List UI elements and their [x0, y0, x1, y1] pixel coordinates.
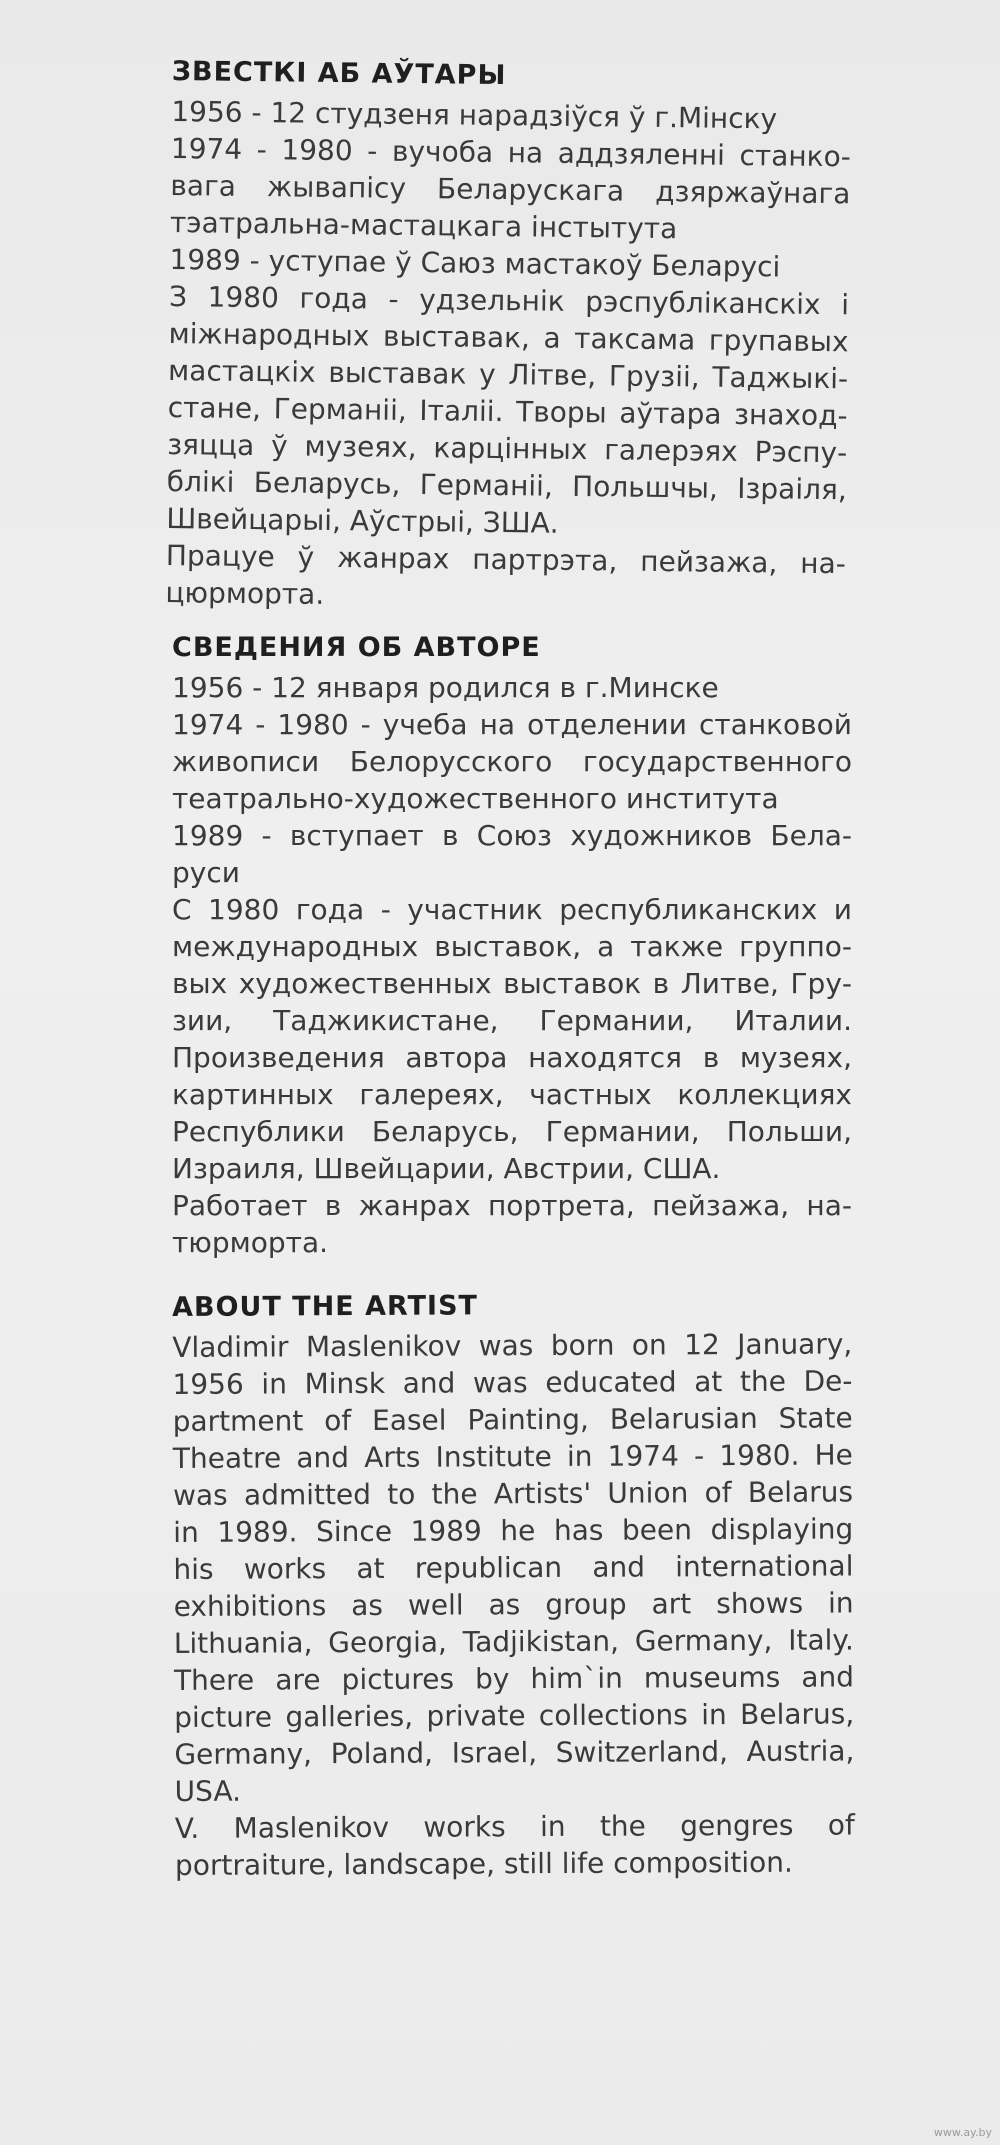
belarusian-line: міжнародных выставак, а таксама групавых	[168, 316, 849, 359]
belarusian-heading: ЗВЕСТКІ АБ АЎТАРЫ	[171, 56, 507, 92]
russian-line: 1989 - вступает в Союз художников Бела-	[172, 819, 852, 852]
english-line: Lithuania, Georgia, Tadjikistan, Germany, Italy.	[173, 1623, 854, 1660]
english-heading: ABOUT THE ARTIST	[172, 1290, 478, 1323]
english-line: Vladimir Maslenikov was born on 12 January,	[172, 1327, 853, 1364]
english-line: in 1989. Since 1989 he has been displaying	[173, 1512, 854, 1549]
english-line: was admitted to the Artists' Union of Belarus	[172, 1475, 854, 1512]
belarusian-line: 1956 - 12 студзеня нарадзіўся ў г.Мінску	[171, 94, 778, 136]
english-line: portraiture, landscape, still life composition.	[174, 1845, 793, 1882]
russian-line: С 1980 года - участник республиканских и	[172, 893, 852, 926]
belarusian-line: вага жывапісу Беларускага дзяржаўнага	[170, 168, 851, 211]
belarusian-section	[165, 56, 852, 619]
russian-line: зии, Таджикистане, Германии, Италии.	[172, 1004, 852, 1037]
belarusian-line: мастацкіх выставак у Літве, Грузіі, Таджыкі-	[167, 353, 849, 396]
english-line: picture galleries, private collections in Belarus,	[174, 1697, 855, 1734]
belarusian-line: стане, Германіі, Італіі. Творы аўтара знаход-	[167, 390, 848, 433]
russian-line: театрально-художественного института	[172, 782, 779, 815]
english-line: partment of Easel Painting, Belarusian State	[172, 1401, 853, 1438]
russian-line: 1956 - 12 января родился в г.Минске	[172, 671, 719, 704]
russian-line: живописи Белорусского государственного	[172, 745, 852, 778]
belarusian-line: цюрморта.	[165, 575, 325, 611]
russian-line: картинных галереях, частных коллекциях	[172, 1078, 852, 1111]
english-line: V. Maslenikov works in the gengres of	[174, 1808, 855, 1845]
russian-line: 1974 - 1980 - учеба на отделении станковой	[172, 708, 852, 741]
russian-line: руси	[172, 856, 240, 889]
belarusian-line: блікі Беларусь, Германіі, Польшчы, Ізраіля,	[166, 464, 847, 507]
english-line: Germany, Poland, Israel, Switzerland, Austria,	[174, 1734, 855, 1771]
russian-line: тюрморта.	[172, 1226, 329, 1259]
english-line: There are pictures by him`in museums and	[173, 1660, 855, 1697]
russian-section	[172, 632, 852, 1261]
belarusian-line: 1989 - уступае ў Саюз мастакоў Беларусі	[169, 242, 781, 284]
russian-heading: СВЕДЕНИЯ ОБ АВТОРЕ	[172, 632, 541, 663]
belarusian-line: Працуе ў жанрах партрэта, пейзажа, на-	[165, 538, 847, 581]
belarusian-line: 1974 - 1980 - вучоба на аддзяленні станко-	[170, 131, 852, 174]
belarusian-line: Швейцарыі, Аўстрыі, ЗША.	[166, 501, 559, 540]
english-section	[172, 1288, 855, 1884]
russian-line: Работает в жанрах портрета, пейзажа, на-	[172, 1189, 852, 1222]
english-line: 1956 in Minsk and was educated at the De-	[172, 1364, 853, 1401]
russian-line: вых художественных выставок в Литве, Гру-	[172, 967, 852, 1000]
russian-line: Произведения автора находятся в музеях,	[172, 1041, 852, 1074]
russian-line: международных выставок, а также группо-	[172, 930, 852, 963]
english-line: exhibitions as well as group art shows in	[173, 1586, 854, 1623]
english-line: Theatre and Arts Institute in 1974 - 1980. He	[172, 1438, 853, 1475]
watermark: www.ay.by	[933, 2126, 992, 2139]
belarusian-line: тэатральна-мастацкага інстытута	[169, 205, 678, 246]
belarusian-line: зяцца ў музеях, карцінных галерэях Рэспу-	[167, 427, 848, 470]
russian-line: Израиля, Швейцарии, Австрии, США.	[172, 1152, 721, 1185]
russian-line: Республики Беларусь, Германии, Польши,	[172, 1115, 852, 1148]
english-line: his works at republican and international	[173, 1549, 854, 1586]
english-line: USA.	[174, 1774, 242, 1808]
belarusian-line: З 1980 года - удзельнік рэспубліканскіх і	[168, 279, 850, 322]
